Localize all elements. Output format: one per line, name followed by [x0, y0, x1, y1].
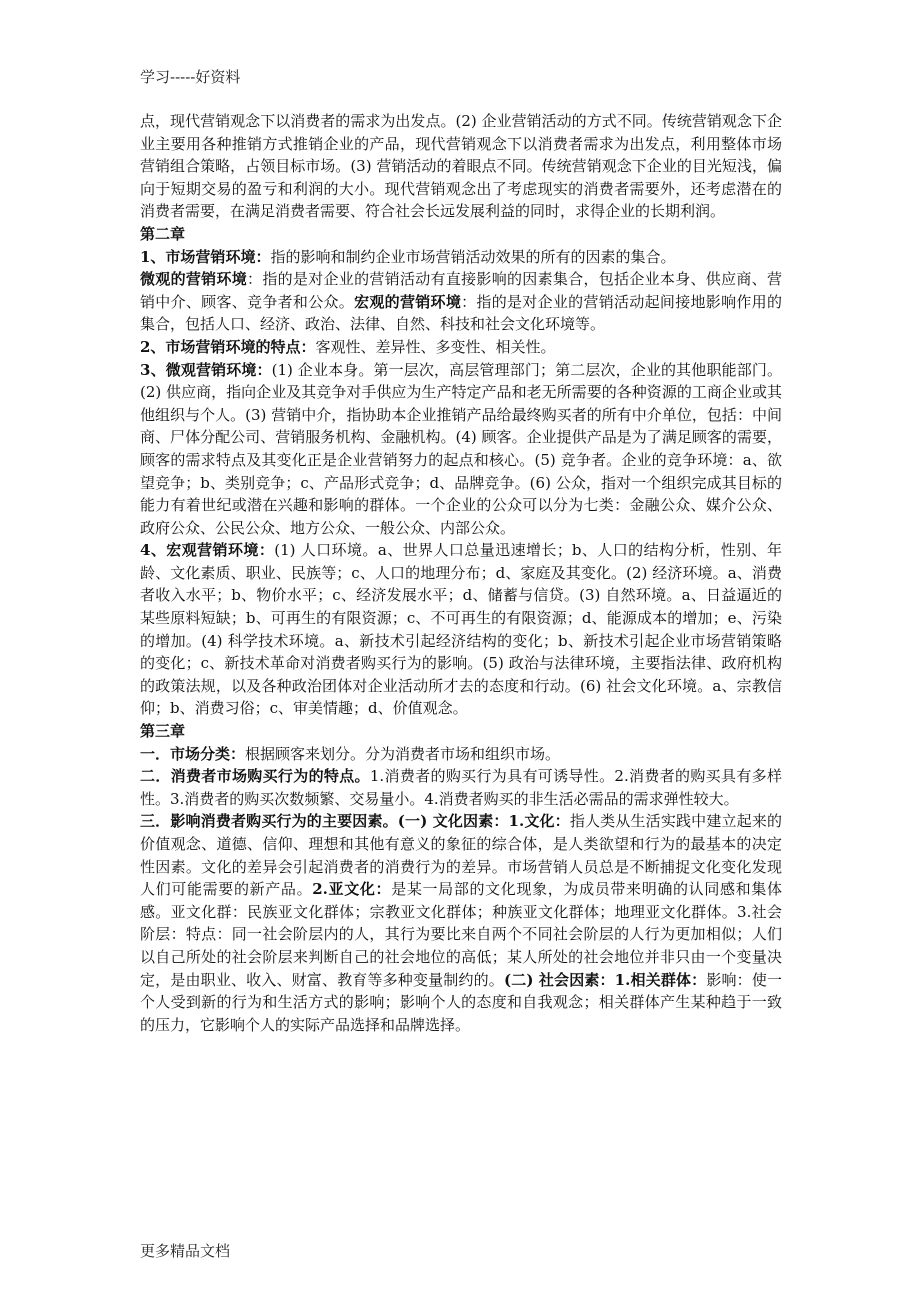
- body-text: 1.消费者的购买行为具有可诱导性。2.消费者的购买具有多样性。3.消费者的购买次数频繁、交易量小。4.消费者购买的非生活必需品的需求弹性较大。: [140, 767, 782, 808]
- paragraph: [140, 810, 782, 1036]
- bold-text: 第三章: [140, 722, 186, 741]
- page-header: 学习-----好资料: [140, 68, 241, 86]
- paragraph: [140, 765, 782, 810]
- body-text: 指的影响和制约企业市场营销活动效果的所有的因素的集合。: [270, 247, 676, 266]
- body-text: ：指的是对企业的营销活动起间接地影响作用的集合，包括人口、经济、政治、法律、自然、科技和社会文化环境等。: [140, 292, 782, 334]
- bold-text: 第二章: [140, 224, 186, 243]
- bold-text: 一．市场分类：: [140, 744, 246, 763]
- bold-text: 3、微观营销环境：: [140, 360, 272, 379]
- paragraph: [140, 246, 782, 269]
- body-text: ：指的是对企业的营销活动有直接影响的因素集合，包括企业本身、供应商、营销中介、顾客、竞争者和公众。: [140, 270, 782, 311]
- paragraph: [140, 720, 782, 743]
- paragraph: [140, 268, 782, 336]
- bold-text: 二．消费者市场购买行为的特点。: [140, 767, 370, 786]
- page-footer: 更多精品文档: [140, 1242, 231, 1260]
- body-text: 指人类从生活实践中建立起来的价值观念、道德、信仰、理想和其他有意义的象征的综合体，是人类欲望和行为的最基本的决定性因素。文化的差异会引起消费者的消费行为的差异。市场营销人员总是不断捕捉文化变化发现人们可能需要的新产品。: [140, 812, 782, 899]
- body-text: (1) 人口环境。a、世界人口总量迅速增长；b、人口的结构分析，性别、年龄、文化素质、职业、民族等；c、人口的地理分布；d、家庭及其变化。(2) 经济环境。a、消费者收入水平；b、物价水平；c、经济发展水平；d、储蓄与信贷。(3) 自然环境。a、日益逼近的某些原料短缺；b、可再生的有限资源；c、不可再生的有限资源；d、能源成本的增加；e、污染的增加。(4) 科学技术环境。a、新技术引起经济结构的变化；b、新技术引起企业市场营销策略的变化；c、新技术革命对消费者购买行为的影响。(5) 政治与法律环境，主要指法律、政府机构的政策法规，以及各种政治团体对企业活动所才去的态度和行动。(6) 社会文化环境。a、宗教信仰；b、消费习俗；c、审美情趣；d、价值观念。: [140, 541, 782, 718]
- paragraph: [140, 336, 782, 359]
- body-text: 根据顾客来划分。分为消费者市场和组织市场。: [245, 744, 561, 763]
- paragraph: [140, 110, 782, 223]
- bold-text: 4、宏观营销环境：: [140, 541, 275, 560]
- paragraph: [140, 223, 782, 246]
- bold-text: (二) 社会因素：1.相关群体：: [503, 970, 707, 989]
- body-text: 点，现代营销观念下以消费者的需求为出发点。(2) 企业营销活动的方式不同。传统营销观念下企业主要用各种推销方式推销企业的产品，现代营销观念下以消费者需求为出发点，利用整体市场营销组合策略，占领目标市场。(3) 营销活动的着眼点不同。传统营销观念下企业的目光短浅，偏向于短期交易的盈亏和利润的大小。现代营销观念出了考虑现实的消费者需要外，还考虑潜在的消费者需要，在满足消费者需要、符合社会长远发展利益的同时，求得企业的长期利润。: [140, 112, 782, 221]
- paragraph: [140, 539, 782, 720]
- body-text: 客观性、差异性、多变性、相关性。: [315, 337, 556, 356]
- bold-text: 微观的营销环境: [140, 270, 248, 289]
- body-text: 是某一局部的文化现象，为成员带来明确的认同感和集体感。亚文化群：民族亚文化群体；宗教亚文化群体；种族亚文化群体；地理亚文化群体。3.社会阶层：特点：同一社会阶层内的人，其行为要比来自两个不同社会阶层的人行为更加相似；人们以自己所处的社会阶层来判断自己的社会地位的高低；某人所处的社会地位并非只由一个变量决定，是由职业、收入、财富、教育等多种变量制约的。: [140, 880, 782, 989]
- bold-text: 2、市场营销环境的特点：: [140, 337, 316, 356]
- paragraph: [140, 743, 782, 766]
- paragraph: [140, 359, 782, 540]
- body-text: (1) 企业本身。第一层次，高层管理部门；第二层次，企业的其他职能部门。(2) 供应商，指向企业及其竞争对手供应为生产特定产品和老无所需要的各种资源的工商企业或其他组织与个人。(3) 营销中介，指协助本企业推销产品给最终购买者的所有中介单位，包括：中间商、尸体分配公司、营销服务机构、金融机构。(4) 顾客。企业提供产品是为了满足顾客的需要，顾客的需求特点及其变化正是企业营销努力的起点和核心。(5) 竞争者。企业的竞争环境：a、欲望竞争；b、类别竞争；c、产品形式竞争；d、品牌竞争。(6) 公众，指对一个组织完成其目标的能力有着世纪或潜在兴趣和影响的群体。一个企业的公众可以分为七类：金融公众、媒介公众、政府公众、公民公众、地方公众、一般公众、内部公众。: [140, 360, 782, 537]
- bold-text: 1、市场营销环境：: [140, 247, 271, 266]
- body-text: 影响：使一个人受到新的行为和生活方式的影响；影响个人的态度和自我观念；相关群体产生某种趋于一致的压力，它影响个人的实际产品选择和品牌选择。: [140, 970, 782, 1034]
- bold-text: 宏观的营销环境: [354, 292, 462, 311]
- bold-text: 2.亚文化：: [312, 880, 392, 899]
- document-body: [140, 110, 782, 1036]
- bold-text: 三．影响消费者购买行为的主要因素。(一) 文化因素：1.文化：: [140, 812, 570, 831]
